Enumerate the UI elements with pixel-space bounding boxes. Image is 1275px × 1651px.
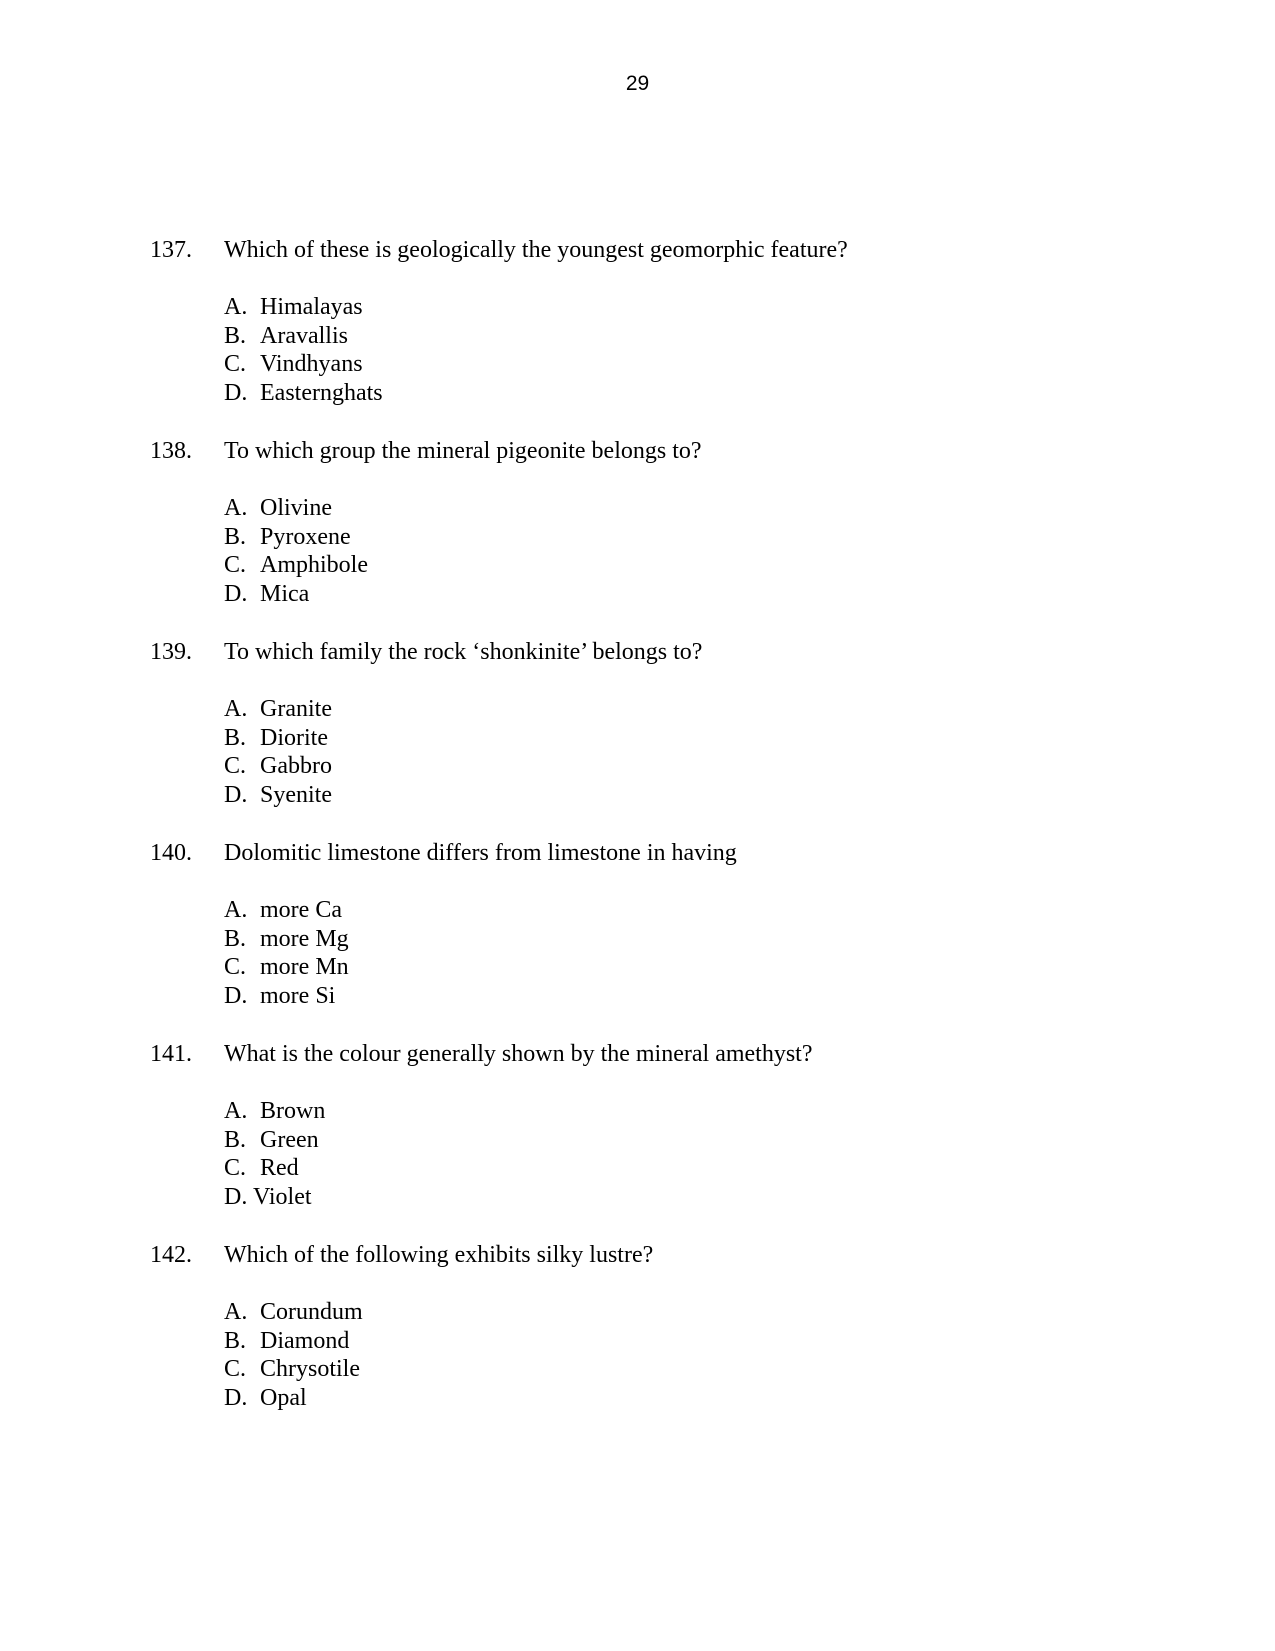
option-a — [224, 1097, 325, 1126]
option-text: Red — [260, 1155, 299, 1182]
option-d — [224, 1384, 363, 1413]
option-text: Diamond — [260, 1327, 350, 1354]
option-text: Amphibole — [260, 552, 368, 579]
option-c — [224, 953, 349, 982]
option-text: Himalayas — [260, 294, 363, 320]
question-140 — [0, 839, 1275, 1040]
option-text: Mica — [260, 581, 310, 608]
option-letter: D. — [224, 581, 248, 608]
question-138 — [0, 437, 1275, 638]
option-letter: B. — [224, 1126, 247, 1153]
option-text: Easternghats — [260, 380, 383, 407]
page-number: 29 — [625, 72, 650, 95]
option-letter: C. — [224, 1155, 247, 1182]
question-number: 137. — [150, 237, 192, 263]
option-letter: D. — [224, 380, 248, 407]
question-text: Which of these is geologically the youngest geomorphic feature? — [224, 237, 848, 263]
option-d — [224, 379, 383, 408]
option-d — [224, 1183, 325, 1212]
option-d — [224, 781, 332, 810]
option-text: Gabbro — [260, 753, 332, 780]
option-letter: B. — [224, 925, 247, 952]
option-list — [224, 896, 349, 1011]
option-text: Olivine — [260, 495, 332, 521]
question-number: 139. — [150, 639, 192, 665]
option-letter: A. — [224, 1299, 248, 1325]
option-a — [224, 494, 368, 523]
option-c — [224, 1154, 325, 1183]
question-text: To which group the mineral pigeonite belongs to? — [224, 438, 702, 464]
option-text: Syenite — [260, 782, 332, 809]
option-text: Aravallis — [260, 322, 348, 349]
question-139 — [0, 638, 1275, 839]
option-text: more Mn — [260, 954, 349, 981]
option-text: Granite — [260, 696, 332, 722]
option-letter: C. — [224, 552, 247, 579]
option-list — [224, 494, 368, 609]
option-list — [224, 1298, 363, 1413]
option-letter: D. — [224, 983, 248, 1010]
option-letter: C. — [224, 753, 247, 780]
option-b — [224, 1126, 325, 1155]
option-text: Violet — [253, 1184, 312, 1211]
option-text: Pyroxene — [260, 523, 351, 550]
question-text: To which family the rock ‘shonkinite’ belongs to? — [224, 639, 703, 665]
option-letter: A. — [224, 294, 248, 320]
option-d — [224, 580, 368, 609]
question-number: 140. — [150, 840, 192, 866]
question-141 — [0, 1040, 1275, 1241]
option-text: Green — [260, 1126, 319, 1153]
option-a — [224, 695, 332, 724]
option-letter: D. — [224, 1184, 248, 1211]
option-letter: D. — [224, 782, 248, 809]
option-a — [224, 293, 383, 322]
option-c — [224, 350, 383, 379]
option-c — [224, 551, 368, 580]
option-list — [224, 293, 383, 408]
option-b — [224, 322, 383, 351]
option-letter: B. — [224, 1327, 247, 1354]
option-list — [224, 1097, 325, 1212]
option-letter: C. — [224, 351, 247, 378]
option-a — [224, 896, 349, 925]
option-b — [224, 925, 349, 954]
option-b — [224, 724, 332, 753]
option-list — [224, 695, 332, 810]
question-142 — [0, 1241, 1275, 1442]
option-text: more Ca — [260, 897, 342, 923]
option-a — [224, 1298, 363, 1327]
option-letter: B. — [224, 724, 247, 751]
option-text: Opal — [260, 1385, 307, 1412]
option-letter: A. — [224, 897, 248, 923]
question-number: 141. — [150, 1041, 192, 1067]
option-text: Corundum — [260, 1299, 363, 1325]
question-text: Which of the following exhibits silky lustre? — [224, 1242, 654, 1268]
option-c — [224, 1355, 363, 1384]
option-text: Diorite — [260, 724, 328, 751]
question-number: 138. — [150, 438, 192, 464]
option-letter: A. — [224, 495, 248, 521]
option-text: Chrysotile — [260, 1356, 360, 1383]
option-text: Vindhyans — [260, 351, 363, 378]
option-letter: D. — [224, 1385, 248, 1412]
option-text: more Mg — [260, 925, 349, 952]
option-letter: C. — [224, 954, 247, 981]
question-text: Dolomitic limestone differs from limestone in having — [224, 840, 737, 866]
option-c — [224, 752, 332, 781]
option-letter: B. — [224, 523, 247, 550]
question-text: What is the colour generally shown by the mineral amethyst? — [224, 1041, 813, 1067]
question-list — [0, 236, 1275, 1442]
option-letter: A. — [224, 1098, 248, 1124]
option-letter: A. — [224, 696, 248, 722]
question-number: 142. — [150, 1242, 192, 1268]
option-d — [224, 982, 349, 1011]
option-b — [224, 523, 368, 552]
question-137 — [0, 236, 1275, 437]
option-text: Brown — [260, 1098, 326, 1124]
option-letter: C. — [224, 1356, 247, 1383]
option-b — [224, 1327, 363, 1356]
option-text: more Si — [260, 983, 336, 1010]
option-letter: B. — [224, 322, 247, 349]
